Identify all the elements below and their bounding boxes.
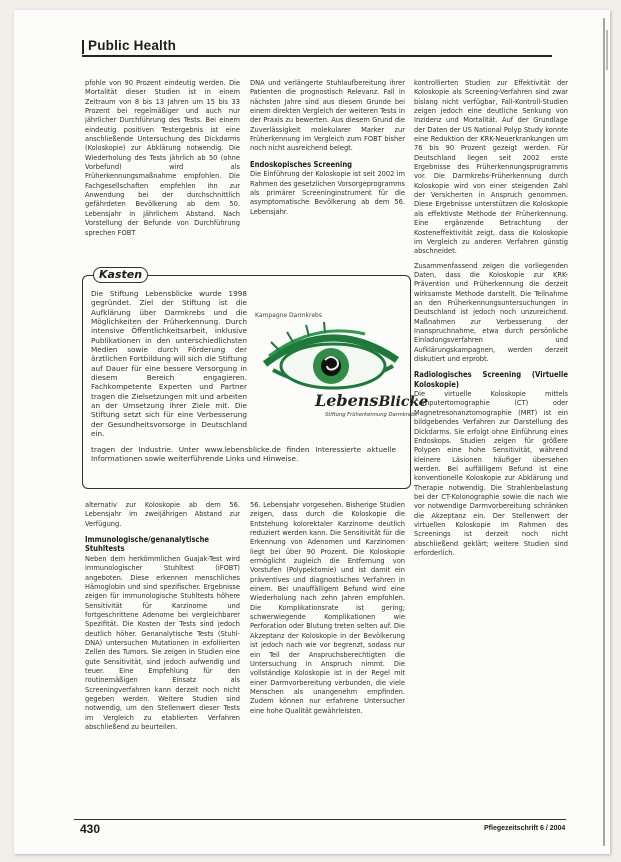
- logo-word-2: Blicke: [378, 394, 429, 410]
- header-tick: [82, 40, 84, 54]
- logo-word-1: Lebens: [315, 391, 379, 410]
- column-1-top: [85, 78, 240, 273]
- info-box-label: Kasten: [93, 267, 148, 283]
- info-box-footer-text: tragen der Industrie. Unter www.lebensblicke.de finden Interessierte aktuelle Informationen sowie weiterführende Links und Hinweise.: [91, 445, 396, 464]
- paragraph: alternativ zur Koloskopie ab dem 56. Lebensjahr im zweijährigen Abstand zur Verfügung.: [85, 500, 240, 528]
- paragraph: Die virtuelle Koloskopie mittels Computertomographie (CT) oder Magnetresonanztomographie (MRT) ist ein bildgebendes Verfahren zur Darstellung des Dickdarms. Sie erfolgt ohne Einführung eines Endoskops. Studien zeigen für größere Polypen eine hohe Sensitivität, während kleinere Läsionen häufiger übersehen werden. Bei auffälligem Befund ist eine konventionelle Koloskopie zur Abklärung und Therapie notwendig. Die Strahlenbelastung bei der CT-Kolonographie sowie die nach wie vor notwendige Darmvorbereitung schränken die Akzeptanz ein. Der Stellenwert der virtuellen Koloskopie im Rahmen des Screenings ist derzeit noch nicht abschließend geklärt; weitere Studien sind erforderlich.: [414, 389, 568, 557]
- subheading-radiologic-screening: Radiologisches Screening (Virtuelle Koloskopie): [414, 370, 568, 389]
- footer-rule: [74, 819, 566, 820]
- logo-caption: Kampagne Darmkrebs: [255, 312, 322, 319]
- paragraph: Neben dem herkömmlichen Guajak-Test wird immunologischer Stuhltest (iFOBT) angeboten. Diese erkennen menschliches Hämoglobin und sind spezifischer. Ergebnisse zeigen für immunologische Stuhltests höhere Sensitivität für Karzinome und fortgeschrittene Adenome bei vergleichbarer Spezifität. Die Kosten der Tests sind jedoch deutlich höher. Genanalytische Tests (Stuhl-DNA) untersuchen Mutationen in exfoliierten Zellen des Tumors. Sie zeigen in Studien eine gute Sensitivität, sind jedoch aufwendig und teuer. Eine Empfehlung für den routinemäßigen Einsatz als Screeningverfahren kann derzeit noch nicht gegeben werden. Weitere Studien sind notwendig, um den Stellenwert dieser Tests im Vergleich zu etablierten Verfahren abschließend zu beurteilen.: [85, 553, 240, 732]
- info-box-text: Die Stiftung Lebensblicke wurde 1998 gegründet. Ziel der Stiftung ist die Aufklärung über Darmkrebs und die Möglichkeiten der Früherkennung. Durch intensive Öffentlichkeitsarbeit, inklusive Publikationen in den unterschiedlichsten Medien sowie durch Förderung der ärztlichen Fortbildung will sich die Stiftung auf Dauer für eine bessere Versorgung in diesem Bereich engagieren. Fachkompetente Experten und Partner tragen die Zielsetzungen mit und arbeiten an der Umsetzung ihrer Ziele mit. Die Stiftung setzt sich für eine Verbesserung der Gesundheitsvorsorge in Deutschland ein.: [91, 289, 247, 439]
- page-number: 430: [80, 822, 101, 836]
- column-3: [414, 78, 568, 810]
- paragraph: DNA und verlängerte Stuhlaufbereitung ihrer Patienten die prognostisch Relevanz. Fall in nächsten Jahre sind aus diesem Grunde bei einem direkten Vergleich der weiteren Tests in der Praxis zu bewerten. Aus diesem Grund die Zuverlässigkeit molekularer Marker zur Früherkennung im Vergleich zum FOBT bisher noch nicht ausreichend belegt.: [250, 78, 405, 153]
- journal-citation: Pflegezeitschrift 6 / 2004: [484, 825, 566, 832]
- column-2-bottom: [250, 500, 405, 810]
- subheading-endoscopic-screening: Endoskopisches Screening: [250, 159, 353, 169]
- paragraph: pfohle von 90 Prozent eindeutig werden. Die Mortalität dieser Studien ist in einem Zeitraum von 8 bis 13 Jahren um 15 bis 33 Prozent bei regelmäßiger und auch nur jährlicher Durchführung des Tests. Bei einem eindeutig positiven Testergebnis ist eine anschließende Untersuchung des Dickdarms (Koloskopie) zur Abklärung notwendig. Die Wiederholung des Tests jährlich ab 50 (ohne Vorbefund) wird als Früherkennungsmaßnahme empfohlen. Die Fachgesellschaften empfehlen ihn zur Anwendung bei der durchschnittlich gefährdeten Bevölkerung ab dem 50. Lebensjahr in jährlichem Abstand. Nach Vorstellung der Befunde von Durchführung sprechen FOBT: [85, 78, 240, 237]
- section-header: [82, 38, 552, 56]
- lebensblicke-logo: [255, 312, 429, 432]
- paragraph: kontrollierten Studien zur Effektivität der Koloskopie als Screening-Verfahren sind zwar bislang nicht verfügbar, Fall-Kontroll-Studien zeigen jedoch eine deutliche Senkung von Inzidenz und Mortalität. Auf der Grundlage der Daten der US National Polyp Study konnte eine Reduktion der KRK-Neuerkrankungen um 76 bis 90 Prozent gezeigt werden. Für Deutschland liegen seit 2002 erste Ergebnisse des Früherkennungsprogramms vor. Die Darmkrebs-Früherkennung durch Koloskopie wird von einer steigenden Zahl der Versicherten in Anspruch genommen. Diese Ergebnisse unterstützen die Koloskopie als effektivste Methode der Früherkennung. Eine ergänzende Betrachtung der Kosteneffektivität zeigt, dass die Koloskopie im Vergleich zu anderen Verfahren günstig abschneidet.: [414, 78, 568, 256]
- paragraph: Die Einführung der Koloskopie ist seit 2002 im Rahmen des gesetzlichen Vorsorgeprogramms als primärer Screeninginstrument für die asymptomatische Bevölkerung ab dem 56. Lebensjahr.: [250, 169, 405, 216]
- column-1-bottom: [85, 500, 240, 810]
- paragraph: 56. Lebensjahr vorgesehen. Bisherige Studien zeigen, dass durch die Koloskopie die Entstehung kolorektaler Karzinome deutlich reduziert werden kann. Die Sensitivität für die Erkennung von Adenomen und Karzinomen liegt bei über 90 Prozent. Die Koloskopie ermöglicht zugleich die Entfernung von Vorstufen (Polypektomie) und ist damit ein präventives und diagnostisches Verfahren in einem. Bei unauffälligem Befund wird eine Wiederholung nach zehn Jahren empfohlen. Die Komplikationsrate ist gering; schwerwiegende Komplikationen wie Perforation oder Blutung treten selten auf. Die Akzeptanz der Koloskopie in der Bevölkerung ist jedoch nach wie vor begrenzt, sodass nur ein Teil der Anspruchsberechtigten die Untersuchung in Anspruch nimmt. Die vollständige Koloskopie ist in der Regel mit einer Darmvorbereitung verbunden, die viele Menschen als unangenehm empfinden. Zudem können nur erfahrene Untersucher eine hohe Qualität gewährleisten.: [250, 500, 405, 715]
- eye-icon: [255, 320, 405, 400]
- info-box: [82, 268, 429, 489]
- subheading-stool-tests: Immunologische/genanalytische Stuhltests: [85, 535, 210, 554]
- logo-tagline: Stiftung Früherkennung Darmkrebs: [325, 412, 418, 418]
- logo-wordmark: [315, 391, 428, 410]
- column-2-top: [250, 78, 405, 273]
- header-rule: [82, 55, 552, 57]
- paragraph: Zusammenfassend zeigen die vorliegenden Daten, dass die Koloskopie zur KRK-Prävention und Früherkennung die derzeit wirksamste Methode darstellt. Die Teilnahme an den Früherkennungsuntersuchungen in Deutschland ist jedoch noch unzureichend. Maßnahmen zur Verbesserung der Inanspruchnahme, etwa durch persönliche Einladungsverfahren und Aufklärungskampagnen, werden derzeit diskutiert und erprobt.: [414, 260, 568, 363]
- section-title: Public Health: [88, 38, 177, 53]
